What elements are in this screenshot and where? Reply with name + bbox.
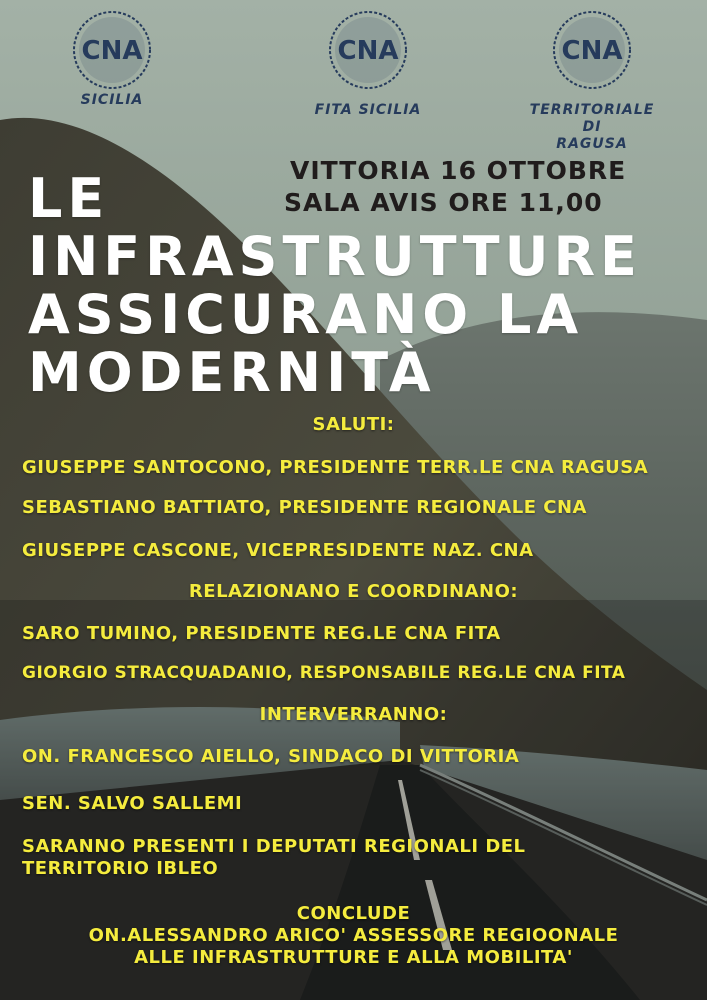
logo-cna-sicilia bbox=[42, 8, 182, 109]
interverranno-heading: INTERVERRANNO: bbox=[259, 704, 448, 725]
event-date: VITTORIA 16 OTTOBRE bbox=[290, 156, 627, 185]
saluti-heading: SALUTI: bbox=[312, 414, 395, 435]
logo-label: TERRITORIALE DI bbox=[529, 102, 655, 135]
cna-logo-icon bbox=[326, 8, 410, 92]
logo-label: FITA SICILIA bbox=[314, 102, 422, 118]
logo-cna-fita-sicilia bbox=[298, 8, 438, 119]
conclude-heading: CONCLUDE bbox=[296, 903, 411, 924]
svg-text:CNA: CNA bbox=[561, 36, 623, 66]
svg-text:CNA: CNA bbox=[81, 36, 143, 66]
speaker-line: GIUSEPPE SANTOCONO, PRESIDENTE TERR.LE CNA RAGUSA bbox=[22, 457, 649, 478]
speaker-line: ON. FRANCESCO AIELLO, SINDACO DI VITTORIA bbox=[22, 746, 520, 767]
attendees-line: SARANNO PRESENTI I DEPUTATI REGIONALI DEL bbox=[22, 836, 526, 857]
event-venue-time: SALA AVIS ORE 11,00 bbox=[284, 188, 603, 217]
speaker-line: SEBASTIANO BATTIATO, PRESIDENTE REGIONALE CNA bbox=[22, 497, 587, 518]
conclude-line: ON.ALESSANDRO ARICO' ASSESSORE REGIOONALE bbox=[88, 925, 619, 946]
logo-label: SICILIA bbox=[80, 92, 144, 108]
svg-text:CNA: CNA bbox=[337, 36, 399, 66]
speaker-line: GIORGIO STRACQUADANIO, RESPONSABILE REG.LE CNA FITA bbox=[22, 663, 626, 683]
relazionano-heading: RELAZIONANO E COORDINANO: bbox=[188, 581, 519, 602]
speaker-line: GIUSEPPE CASCONE, VICEPRESIDENTE NAZ. CNA bbox=[22, 540, 534, 561]
headline-line: ASSICURANO LA bbox=[28, 283, 584, 346]
cna-logo-icon bbox=[70, 8, 154, 92]
logo-label: RAGUSA bbox=[556, 136, 628, 152]
headline-line: INFRASTRUTTURE bbox=[28, 225, 642, 288]
conclude-line: ALLE INFRASTRUTTURE E ALLA MOBILITA' bbox=[134, 947, 573, 968]
headline-line: MODERNITÀ bbox=[28, 341, 436, 404]
attendees-line: TERRITORIO IBLEO bbox=[22, 858, 219, 879]
logo-cna-territoriale-ragusa bbox=[522, 8, 662, 153]
headline-line: LE bbox=[28, 167, 110, 230]
speaker-line: SARO TUMINO, PRESIDENTE REG.LE CNA FITA bbox=[22, 623, 501, 644]
headline bbox=[28, 167, 678, 404]
cna-logo-icon bbox=[550, 8, 634, 92]
speaker-line: SEN. SALVO SALLEMI bbox=[22, 793, 243, 814]
